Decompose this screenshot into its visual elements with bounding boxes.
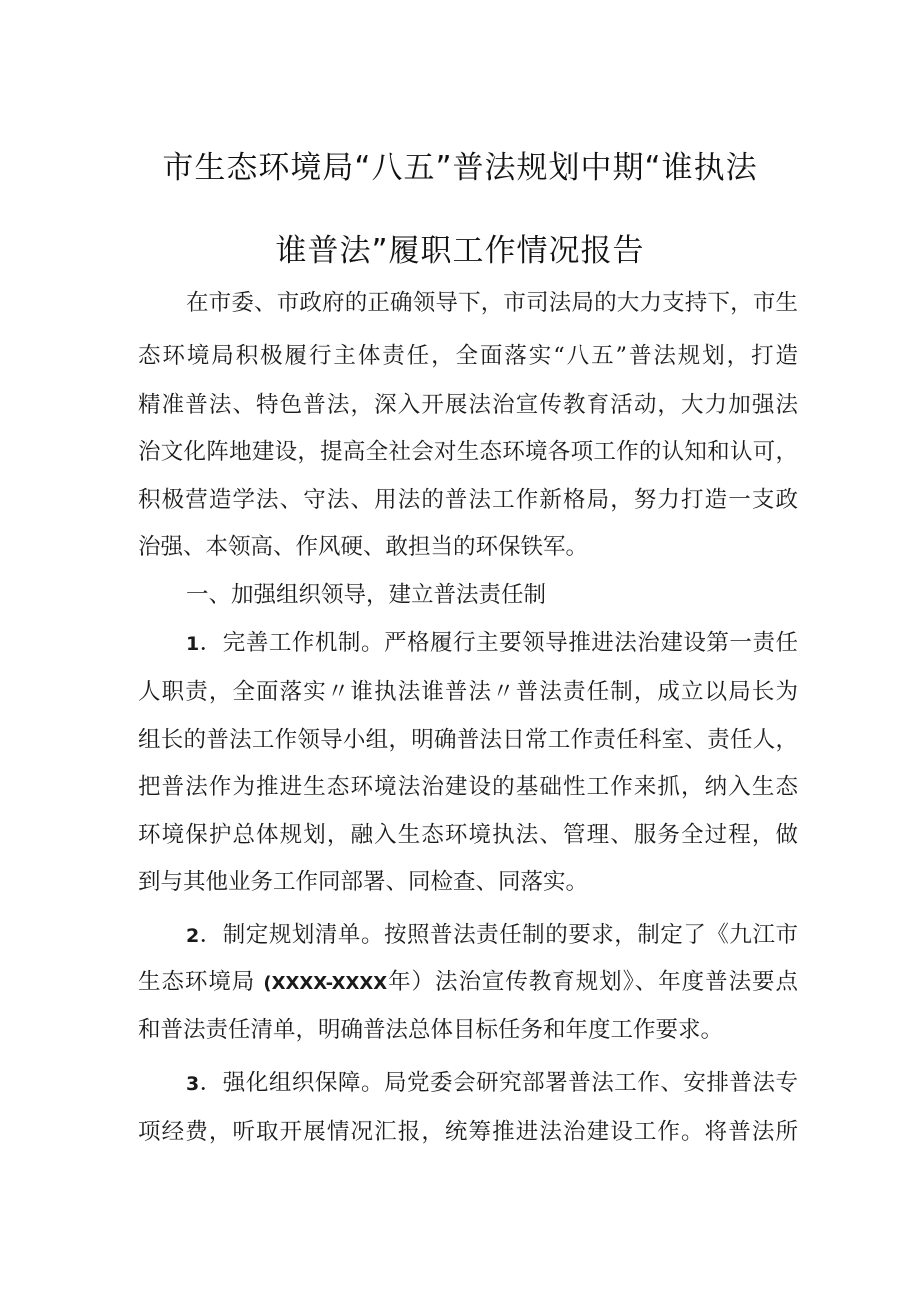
intro-line-2: 态环境局积极履行主体责任，全面落实“八五”普法规划，打造 bbox=[138, 343, 798, 369]
item-2-text: ．制定规划清单。按照普法责任制的要求，制定了《九江市 bbox=[199, 922, 798, 948]
item-1-line-4: 把普法作为推进生态环境法治建设的基础性工作来抓，纳入生态 bbox=[138, 774, 798, 800]
intro-line-1: 在市委、市政府的正确领导下，市司法局的大力支持下，市生 bbox=[186, 290, 798, 316]
item-1-line-3: 组长的普法工作领导小组，明确普法日常工作责任科室、责任人， bbox=[138, 727, 798, 753]
section-1-heading: 一、加强组织领导，建立普法责任制 bbox=[186, 582, 547, 608]
document-title-line-1: 市生态环境局“八五”普法规划中期“谁执法 bbox=[162, 150, 758, 186]
intro-line-6: 治强、本领高、作风硬、敢担当的环保铁军。 bbox=[138, 534, 589, 560]
item-3-line-2: 项经费，听取开展情况汇报，统筹推进法治建设工作。将普法所 bbox=[138, 1119, 798, 1145]
item-3-number: 3 bbox=[186, 1073, 200, 1095]
item-1-text: ．完善工作机制。严格履行主要领导推进法治建设第一责任 bbox=[199, 630, 798, 656]
item-1-line-5: 环境保护总体规划，融入生态环境执法、管理、服务全过程，做 bbox=[138, 822, 798, 848]
item-2-line-1 bbox=[186, 920, 798, 951]
item-1-line-2: 人职责，全面落实〃谁执法谁普法〃普法责任制，成立以局长为 bbox=[138, 679, 798, 705]
item-2-line-3: 和普法责任清单，明确普法总体目标任务和年度工作要求。 bbox=[138, 1017, 724, 1043]
intro-line-5: 积极营造学法、守法、用法的普法工作新格局，努力打造一支政 bbox=[138, 487, 798, 513]
item-1-number: 1 bbox=[186, 633, 200, 655]
item-2-number: 2 bbox=[186, 925, 200, 947]
item-2-line-2 bbox=[138, 967, 798, 999]
item-2-years: (XXXX-XXXX bbox=[263, 973, 388, 994]
item-1-line-6: 到与其他业务工作同部署、同检查、同落实。 bbox=[138, 869, 589, 895]
intro-line-3: 精准普法、特色普法，深入开展法治宣传教育活动，大力加强法 bbox=[138, 392, 798, 418]
item-3-text: ．强化组织保障。局党委会研究部署普法工作、安排普法专 bbox=[199, 1070, 798, 1096]
document-title-line-2: 谁普法”履职工作情况报告 bbox=[275, 233, 645, 269]
intro-line-4: 治文化阵地建设，提高全社会对生态环境各项工作的认知和认可， bbox=[138, 439, 798, 465]
item-2-line-2-post: 年）法治宣传教育规划》、年度普法要点 bbox=[387, 969, 798, 995]
item-2-line-2-pre: 生态环境局 bbox=[138, 969, 256, 995]
item-1-line-1 bbox=[186, 628, 798, 659]
item-3-line-1 bbox=[186, 1068, 798, 1099]
